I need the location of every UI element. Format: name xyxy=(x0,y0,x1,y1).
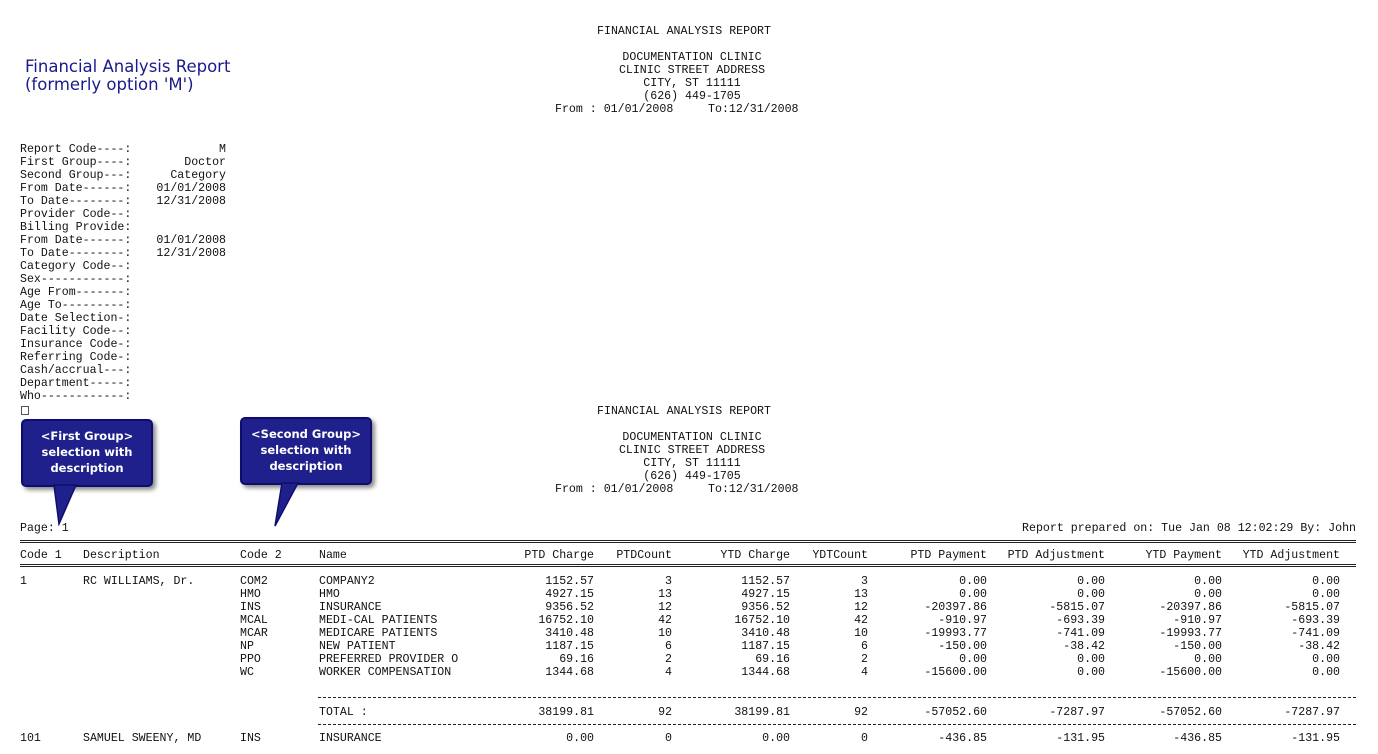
parameter-row xyxy=(20,312,226,325)
first-group-callout-line3: description xyxy=(50,461,124,475)
row-code2: WC xyxy=(240,666,254,679)
second-group-callout-line3: description xyxy=(269,459,343,473)
row-ytd-payment: -436.85 xyxy=(1173,732,1222,745)
parameter-label: Who------------: xyxy=(20,390,132,403)
row-ytd-adjustment: -5815.07 xyxy=(1284,601,1340,614)
parameter-row xyxy=(20,390,226,403)
total-ptd-payment: -57052.60 xyxy=(924,706,987,719)
row-ytd-payment: 0.00 xyxy=(1194,653,1222,666)
row-ytd-payment: 0.00 xyxy=(1194,588,1222,601)
row-ytd-adjustment: 0.00 xyxy=(1312,666,1340,679)
parameter-label: Billing Provide: xyxy=(20,221,132,234)
row-ytd-adjustment: -693.39 xyxy=(1291,614,1340,627)
row-name: NEW PATIENT xyxy=(319,640,396,653)
row-code2: MCAR xyxy=(240,627,268,640)
row-ptd-adjustment: -5815.07 xyxy=(1049,601,1105,614)
header-ptd-count: PTDCount xyxy=(616,549,672,562)
parameter-label: Date Selection-: xyxy=(20,312,132,325)
row-ptd-charge: 0.00 xyxy=(566,732,594,745)
row-ytd-count: 6 xyxy=(861,640,868,653)
row-name: INSURANCE xyxy=(319,732,382,745)
report-title-second: FINANCIAL ANALYSIS REPORT xyxy=(597,405,771,418)
parameter-row xyxy=(20,156,226,169)
group-description: RC WILLIAMS, Dr. xyxy=(83,575,195,588)
row-ptd-payment: -436.85 xyxy=(938,732,987,745)
date-range-second: From : 01/01/2008 To:12/31/2008 xyxy=(555,483,799,496)
clinic-name-second: DOCUMENTATION CLINIC xyxy=(622,431,762,444)
parameter-value: 12/31/2008 xyxy=(156,195,226,208)
row-ptd-charge: 1152.57 xyxy=(545,575,594,588)
total-ptd-charge: 38199.81 xyxy=(538,706,594,719)
row-ytd-charge: 1152.57 xyxy=(741,575,790,588)
row-ytd-adjustment: -131.95 xyxy=(1291,732,1340,745)
second-group-callout-pointer xyxy=(266,482,302,528)
parameter-row xyxy=(20,247,226,260)
header-ytd-payment: YTD Payment xyxy=(1145,549,1222,562)
row-ytd-adjustment: -38.42 xyxy=(1298,640,1340,653)
total-rule-top xyxy=(318,697,1356,698)
parameter-label: Age From-------: xyxy=(20,286,132,299)
header-ytd-adjustment: YTD Adjustment xyxy=(1242,549,1340,562)
row-ptd-count: 13 xyxy=(658,588,672,601)
page-number: Page: 1 xyxy=(20,522,69,535)
parameter-label: From Date------: xyxy=(20,182,132,195)
parameter-row xyxy=(20,325,226,338)
row-ptd-count: 10 xyxy=(658,627,672,640)
row-ptd-adjustment: -741.09 xyxy=(1056,627,1105,640)
header-name: Name xyxy=(319,549,347,562)
row-name: MEDI-CAL PATIENTS xyxy=(319,614,438,627)
row-name: INSURANCE xyxy=(319,601,382,614)
row-ptd-payment: -150.00 xyxy=(938,640,987,653)
parameter-row xyxy=(20,260,226,273)
row-ptd-payment: -20397.86 xyxy=(924,601,987,614)
parameter-label: Insurance Code-: xyxy=(20,338,132,351)
page-title-line1: Financial Analysis Report xyxy=(25,57,231,76)
parameter-label: Second Group---: xyxy=(20,169,132,182)
row-ytd-charge: 1187.15 xyxy=(741,640,790,653)
row-ptd-adjustment: 0.00 xyxy=(1077,588,1105,601)
total-ytd-payment: -57052.60 xyxy=(1159,706,1222,719)
parameter-row xyxy=(20,195,226,208)
row-ptd-charge: 1344.68 xyxy=(545,666,594,679)
row-ytd-payment: -150.00 xyxy=(1173,640,1222,653)
parameter-label: To Date--------: xyxy=(20,195,132,208)
report-parameters xyxy=(20,143,226,403)
row-ptd-adjustment: 0.00 xyxy=(1077,653,1105,666)
first-group-callout-line1: <First Group> xyxy=(40,429,134,443)
row-ptd-count: 42 xyxy=(658,614,672,627)
header-ptd-payment: PTD Payment xyxy=(910,549,987,562)
row-ytd-charge: 0.00 xyxy=(762,732,790,745)
row-ytd-adjustment: 0.00 xyxy=(1312,653,1340,666)
total-rule-bottom xyxy=(318,724,1356,725)
clinic-name-top: DOCUMENTATION CLINIC xyxy=(622,51,762,64)
parameter-label: Provider Code--: xyxy=(20,208,132,221)
parameter-row xyxy=(20,221,226,234)
row-code2: HMO xyxy=(240,588,261,601)
parameter-label: Referring Code-: xyxy=(20,351,132,364)
row-ptd-adjustment: 0.00 xyxy=(1077,666,1105,679)
row-code2: INS xyxy=(240,732,261,745)
parameter-row xyxy=(20,169,226,182)
page-title-line2: (formerly option 'M') xyxy=(25,75,194,94)
clinic-street-second: CLINIC STREET ADDRESS xyxy=(618,444,766,457)
parameter-row xyxy=(20,377,226,390)
total-ptd-adjustment: -7287.97 xyxy=(1049,706,1105,719)
row-ptd-charge: 4927.15 xyxy=(545,588,594,601)
group-code1: 1 xyxy=(20,575,27,588)
parameter-row xyxy=(20,273,226,286)
row-ptd-payment: -15600.00 xyxy=(924,666,987,679)
row-ptd-payment: 0.00 xyxy=(959,575,987,588)
row-ytd-payment: 0.00 xyxy=(1194,575,1222,588)
first-group-callout-pointer xyxy=(50,484,80,526)
second-group-callout-line1: <Second Group> xyxy=(251,427,361,441)
row-name: WORKER COMPENSATION xyxy=(319,666,452,679)
parameter-row xyxy=(20,338,226,351)
clinic-phone-top: (626) 449-1705 xyxy=(643,90,741,103)
parameter-row xyxy=(20,182,226,195)
parameter-label: Report Code----: xyxy=(20,143,132,156)
row-ptd-payment: 0.00 xyxy=(959,588,987,601)
parameter-label: To Date--------: xyxy=(20,247,132,260)
parameter-label: Age To---------: xyxy=(20,299,132,312)
row-ytd-count: 10 xyxy=(854,627,868,640)
row-ptd-adjustment: -693.39 xyxy=(1056,614,1105,627)
row-ptd-charge: 9356.52 xyxy=(545,601,594,614)
parameter-row xyxy=(20,299,226,312)
total-ytd-adjustment: -7287.97 xyxy=(1284,706,1340,719)
row-ptd-payment: -910.97 xyxy=(938,614,987,627)
row-ytd-adjustment: -741.09 xyxy=(1291,627,1340,640)
second-group-callout xyxy=(240,417,372,485)
row-ytd-charge: 3410.48 xyxy=(741,627,790,640)
row-ptd-count: 2 xyxy=(665,653,672,666)
row-name: MEDICARE PATIENTS xyxy=(319,627,438,640)
clinic-city-second: CITY, ST 11111 xyxy=(643,457,741,470)
row-code2: PPO xyxy=(240,653,261,666)
header-rule-top xyxy=(20,540,1356,543)
parameter-row xyxy=(20,351,226,364)
row-ytd-charge: 9356.52 xyxy=(741,601,790,614)
row-ptd-charge: 69.16 xyxy=(559,653,594,666)
total-ptd-count: 92 xyxy=(658,706,672,719)
row-ytd-charge: 4927.15 xyxy=(741,588,790,601)
total-ytd-count: 92 xyxy=(854,706,868,719)
parameter-row xyxy=(20,364,226,377)
row-ytd-payment: -910.97 xyxy=(1173,614,1222,627)
parameter-row xyxy=(20,234,226,247)
row-ptd-charge: 3410.48 xyxy=(545,627,594,640)
date-range-top: From : 01/01/2008 To:12/31/2008 xyxy=(555,103,799,116)
row-name: HMO xyxy=(319,588,340,601)
row-name: PREFERRED PROVIDER O xyxy=(319,653,459,666)
row-ptd-count: 4 xyxy=(665,666,672,679)
row-ytd-payment: -20397.86 xyxy=(1159,601,1222,614)
row-ptd-payment: 0.00 xyxy=(959,653,987,666)
first-group-callout xyxy=(21,419,153,487)
parameter-row xyxy=(20,143,226,156)
row-ptd-count: 0 xyxy=(665,732,672,745)
row-ytd-count: 2 xyxy=(861,653,868,666)
row-ptd-adjustment: -131.95 xyxy=(1056,732,1105,745)
page-break-marker xyxy=(21,406,29,415)
parameter-label: Category Code--: xyxy=(20,260,132,273)
parameter-value: 01/01/2008 xyxy=(156,182,226,195)
row-code2: INS xyxy=(240,601,261,614)
header-ptd-adjustment: PTD Adjustment xyxy=(1007,549,1105,562)
parameter-value: M xyxy=(219,143,226,156)
clinic-phone-second: (626) 449-1705 xyxy=(643,470,741,483)
row-ytd-payment: -19993.77 xyxy=(1159,627,1222,640)
page-title xyxy=(25,58,230,94)
parameter-label: Cash/accrual---: xyxy=(20,364,132,377)
row-ptd-charge: 16752.10 xyxy=(538,614,594,627)
parameter-label: From Date------: xyxy=(20,234,132,247)
row-ptd-adjustment: -38.42 xyxy=(1063,640,1105,653)
parameter-label: Sex------------: xyxy=(20,273,132,286)
row-ptd-count: 12 xyxy=(658,601,672,614)
row-code2: MCAL xyxy=(240,614,268,627)
parameter-row xyxy=(20,208,226,221)
header-code2: Code 2 xyxy=(240,549,282,562)
row-code2: COM2 xyxy=(240,575,268,588)
header-code1: Code 1 xyxy=(20,549,62,562)
total-ytd-charge: 38199.81 xyxy=(734,706,790,719)
second-group-callout-line2: selection with xyxy=(260,443,352,457)
report-prepared-info: Report prepared on: Tue Jan 08 12:02:29 By: John xyxy=(1022,522,1356,535)
row-code2: NP xyxy=(240,640,254,653)
row-ytd-charge: 16752.10 xyxy=(734,614,790,627)
parameter-value: Category xyxy=(170,169,226,182)
row-ytd-adjustment: 0.00 xyxy=(1312,575,1340,588)
row-ptd-charge: 1187.15 xyxy=(545,640,594,653)
parameter-label: First Group----: xyxy=(20,156,132,169)
row-ytd-count: 42 xyxy=(854,614,868,627)
header-description: Description xyxy=(83,549,160,562)
row-ytd-adjustment: 0.00 xyxy=(1312,588,1340,601)
row-ytd-count: 4 xyxy=(861,666,868,679)
parameter-value: 12/31/2008 xyxy=(156,247,226,260)
parameter-value: Doctor xyxy=(184,156,226,169)
row-ptd-count: 3 xyxy=(665,575,672,588)
total-label: TOTAL : xyxy=(319,706,368,719)
clinic-city-top: CITY, ST 11111 xyxy=(643,77,741,90)
row-ytd-charge: 69.16 xyxy=(755,653,790,666)
header-rule-bottom xyxy=(20,564,1356,567)
row-ytd-count: 12 xyxy=(854,601,868,614)
parameter-label: Facility Code--: xyxy=(20,325,132,338)
clinic-street-top: CLINIC STREET ADDRESS xyxy=(618,64,766,77)
parameter-row xyxy=(20,286,226,299)
group-code1: 101 xyxy=(20,732,41,745)
row-ytd-payment: -15600.00 xyxy=(1159,666,1222,679)
row-ytd-count: 13 xyxy=(854,588,868,601)
row-ptd-adjustment: 0.00 xyxy=(1077,575,1105,588)
parameter-label: Department-----: xyxy=(20,377,132,390)
row-ytd-charge: 1344.68 xyxy=(741,666,790,679)
header-ytd-count: YDTCount xyxy=(812,549,868,562)
row-ytd-count: 0 xyxy=(861,732,868,745)
first-group-callout-line2: selection with xyxy=(41,445,133,459)
parameter-value: 01/01/2008 xyxy=(156,234,226,247)
row-ptd-count: 6 xyxy=(665,640,672,653)
group-description: SAMUEL SWEENY, MD xyxy=(83,732,202,745)
header-ytd-charge: YTD Charge xyxy=(720,549,790,562)
row-name: COMPANY2 xyxy=(319,575,375,588)
report-title-top: FINANCIAL ANALYSIS REPORT xyxy=(597,25,771,38)
row-ytd-count: 3 xyxy=(861,575,868,588)
row-ptd-payment: -19993.77 xyxy=(924,627,987,640)
header-ptd-charge: PTD Charge xyxy=(524,549,594,562)
